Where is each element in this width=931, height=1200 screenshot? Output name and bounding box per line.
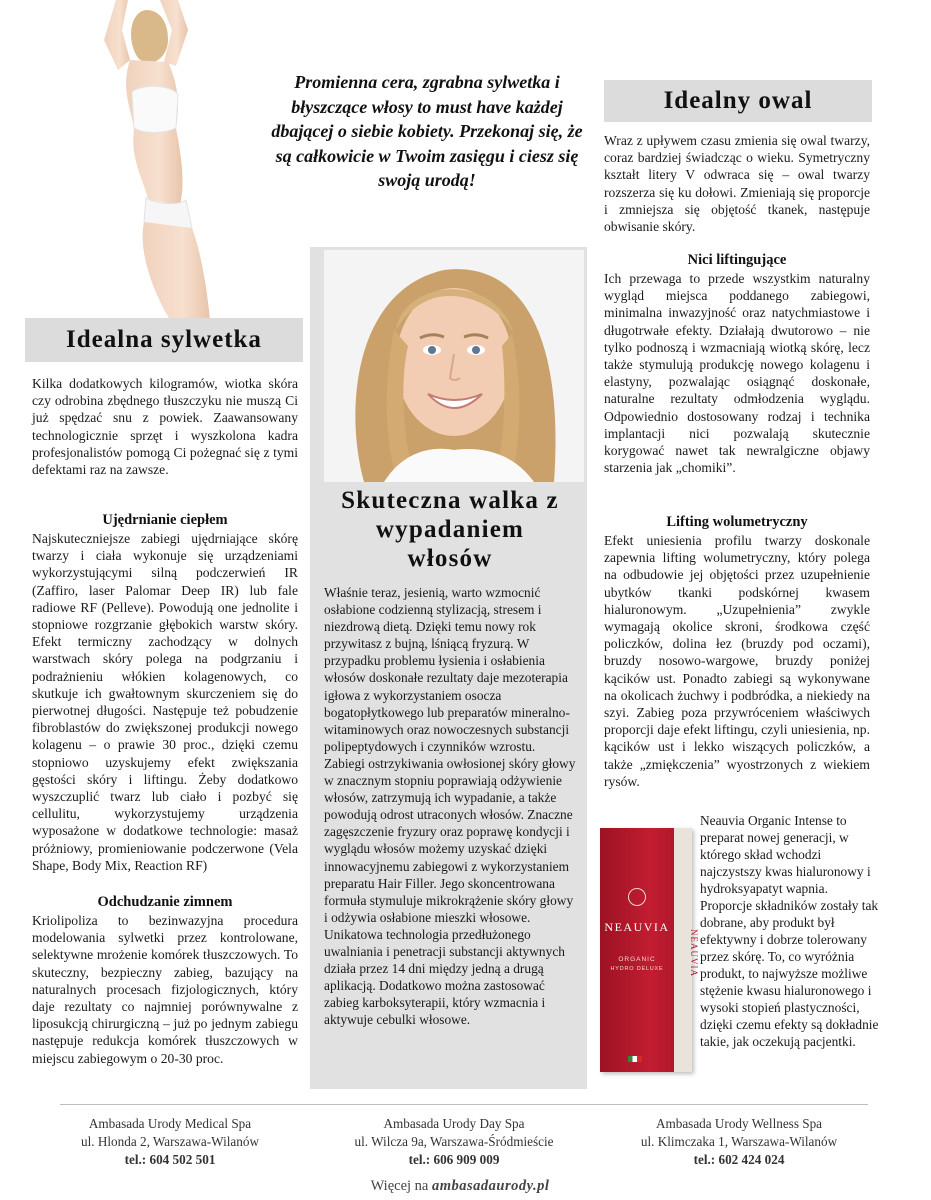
box-logo-emblem [628,888,646,906]
heading-idealny-owal: Idealny owal [604,80,872,122]
box-flag [628,1056,642,1062]
woman-figure-image [60,0,220,320]
spa-phone: tel.: 606 909 009 [408,1152,500,1167]
footer-spa-day [324,1115,584,1169]
subheading-lifting-wolumetryczny: Lifting wolumetryczny [666,514,808,530]
intro-text: Promienna cera, zgrabna sylwetka i błyszczące włosy to must have każdej dbającej o siebie kobiety. Przekonaj się, że są całkowicie w Twoim zasięgu i ciesz się swoją urodą! [271,72,583,190]
spa-name: Ambasada Urody Wellness Spa [655,1116,823,1131]
spa-name: Ambasada Urody Day Spa [383,1116,525,1131]
box-line2: HYDRO DELUXE [610,966,664,972]
box-brand: NEAUVIA [604,920,670,934]
footer-more-link[interactable] [300,1178,620,1195]
middle-text: Właśnie teraz, jesienią, warto wzmocnić osłabione codzienną stylizacją, stresem i niezdrową dietą. Dzięki temu nowy rok przywitasz z bujną, lśniącą fryzurą. W przypadku problemu łysienia i osłabienia włosów doskonałe rezultaty daje mezoterapia igłowa z wykorzystaniem osocza bogatopłytkowego lub preparatów mineralno-witaminowych oraz nowoczesnych substancji polipeptydowych i czynników wzrostu. Zabiegi ostrzykiwania owłosionej skóry głowy w znacznym stopniu poprawiają odżywienie włosów, zatrzymują ich wypadanie, a także powodują odrost utraconych włosów. Znaczne zagęszczenie fryzury oraz poprawę kondycji i wyglądu włosów możemy uzyskać dzięki innowacyjnemu zabiegowi z wykorzystaniem preparatu Hair Filler. Jego skoncentrowana formuła stymuluje mikrokrążenie skóry głowy i odżywia osłabione mieszki włosowe. Unikatowa technologia przedłużonego uwalniania i penetracji substancji aktywnych działa przez 14 dni między jedną a drugą aplikacją. Dodatkowo można zastosować zabieg karboksyterapii, który wzmacnia i aktywuje cebulki włosowe. [324,585,576,1028]
more-link[interactable]: ambasadaurody.pl [431,1178,550,1194]
left-intro-text: Kilka dodatkowych kilogramów, wiotka skóra czy odrobina zbędnego tłuszczyku nie muszą Ci już spędzać snu z powiek. Zaawansowany technologicznie sprzęt i wyszkolona kadra profesjonalistów pomogą Ci pożegnać się z tymi defektami raz na zawsze. [32,376,298,478]
subheading-nici-liftingujace: Nici liftingujące [687,252,787,268]
product-text: Neauvia Organic Intense to preparat nowej generacji, w którego skład wchodzi najczystszy kwas hialuronowy i hydroksyapatyt wapnia. Proporcje składników zostały tak dobrane, aby produkt był efektywny i dobrze tolerowany przez skórę. To, co wyróżnia produkt, to najwyższe możliwe stężenie kwasu hialuronowego i wysoki stopień plastyczności, dzięki czemu efekty są dokładnie takie, jak oczekują pacjentki. [700,813,879,1049]
spa-phone: tel.: 602 424 024 [693,1152,785,1167]
box-side-brand: NEAUVIA [689,929,699,977]
spa-name: Ambasada Urody Medical Spa [88,1116,252,1131]
subheading-ujedrnianie-cieplem: Ujędrnianie ciepłem [102,512,228,528]
heading-idealna-sylwetka: Idealna sylwetka [25,318,303,362]
left-text-ujedrnianie: Najskuteczniejsze zabiegi ujędrniające skórę twarzy i ciała wykonuje się urządzeniami wykorzystującymi silną podczerwień IR (Zaffiro, laser Palomar Deep IR) lub fale radiowe RF (Pelleve). Powodują one jednolite i stopniowe rozgrzanie głębokich warstw skóry. Efekt termiczny zachodzący w dolnych warstwach skóry polega na podgrzaniu i podrażnieniu włókien kolagenowych, co skutkuje ich gwałtownym skurczeniem się do pierwotnej długości. Następuje też pobudzenie fibroblastów do zwiększonej produkcji nowego kolagenu – o prawie 30 proc., dzięki czemu stopniowo uzyskujemy efekt zwiększania gęstości skóry i liftingu. Żeby dodatkowo wyszczuplić twarz lub ciało i pozbyć się cellulitu, wykorzystujemy urządzenia wyposażone w dodatkowe technologie: masaż próżniowy, promieniowanie podczerwone (Vela Shape, Body Mix, Reaction RF) [32,531,298,873]
right-text-lifting: Efekt uniesienia profilu twarzy doskonale zapewnia lifting wolumetryczny, który polega na odbudowie jej objętości przez uzupełnienie ubytków tkanki podskórnej kwasem hialuronowym. „Uzupełnienia” zwykle wymagają okolice skroni, środkowa część policzków, dolina łez (bruzdy pod oczami), bruzdy nosowo-wargowe, bruzdy poniżej kącików ust. Ponadto zabiegi są wykonywane na okolicach żuchwy i podbródka, a niekiedy na szyi. Zabieg poza przywróceniem właściwych proporcji daje efekt liftingu, czyli uniesienia, np. kącików ust i lekko wiszących policzków, a także „zmiękczenia” wyostrzonych z wiekiem rysów. [604,533,870,789]
right-text-nici: Ich przewaga to przede wszystkim naturalny wygląd miejsca poddanego zabiegowi, minimalna inwazyjność oraz natychmiastowe i długotrwałe efekty. Działają dwutorowo – nie tylko podnoszą i wzmacniają wiotką skórę, lecz także stymulują produkcję nowego kolagenu i elastyny, pozwalając osiągnąć doskonałe, naturalne rezultaty odmłodzenia wyglądu. Odpowiednio dostosowany rodzaj i technika implantacji nici pozwalają skutecznie korygować nawet tak newralgiczne objawy starzenia jak „chomiki”. [604,271,870,476]
footer-spa-medical [40,1115,300,1169]
box-line1: ORGANIC [618,956,656,963]
spa-address: ul. Wilcza 9a, Warszawa-Śródmieście [354,1134,554,1149]
neauvia-product-box [600,828,699,1072]
smiling-woman-photo [324,250,584,482]
spa-address: ul. Klimczaka 1, Warszawa-Wilanów [640,1134,838,1149]
heading-skuteczna-walka: Skuteczna walka z wypadaniem włosów [341,487,559,572]
left-text-odchudzanie: Kriolipoliza to bezinwazyjna procedura modelowania sylwetki przez kontrolowane, selektywne mrożenie komórek tłuszczowych. To skuteczny, bezpieczny zabieg, bazujący na naturalnych procesach fizjologicznych, który daje rezultaty co najmniej porównywalne z liposukcją chirurgiczną – już po jednym zabiegu następuje redukcja komórek tłuszczowych w miejscu zabiegowym o 20-30 proc. [32,913,298,1066]
footer-divider [60,1104,868,1105]
spa-address: ul. Hlonda 2, Warszawa-Wilanów [81,1134,259,1149]
spa-phone: tel.: 604 502 501 [124,1152,216,1167]
right-intro-text: Wraz z upływem czasu zmienia się owal twarzy, coraz bardziej świadcząc o wieku. Symetryczny kształt litery V odwraca się – owal twarzy rozszerza się ku dołowi. Zmieniają się proporcje i zmniejsza się objętość tkanek, następuje obwisanie skóry. [604,133,870,235]
more-prefix: Więcej na [370,1178,429,1194]
footer-spa-wellness [608,1115,870,1169]
subheading-odchudzanie-zimnem: Odchudzanie zimnem [97,894,233,910]
